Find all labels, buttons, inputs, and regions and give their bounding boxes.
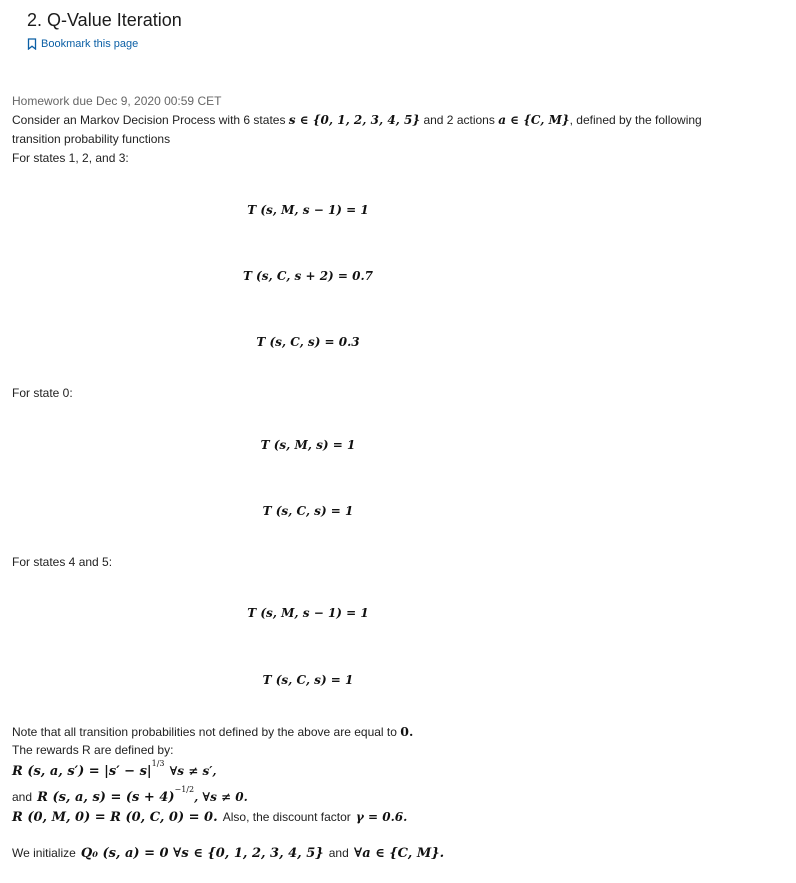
page-title: 2. Q-Value Iteration — [27, 10, 182, 30]
intro-line-1 — [12, 113, 702, 127]
equation-c-123: T (s, C, s) = 0.3 — [256, 335, 360, 349]
equation-c-45: T (s, C, s) = 1 — [262, 673, 354, 687]
reward-line-1 — [12, 760, 217, 779]
note-line — [12, 724, 413, 739]
note-text: Note that all transition probabilities not defined by the above are equal to — [12, 725, 397, 739]
reward-1-math: R (s, a, s′) = |s′ − s| — [12, 764, 152, 779]
bookmark-icon — [27, 38, 37, 50]
reward-1-exponent: 1/3 — [151, 758, 165, 768]
equation-c-0: T (s, C, s) = 1 — [262, 504, 354, 518]
equation-c2-123: T (s, C, s + 2) = 0.7 — [242, 269, 374, 283]
init-and: and — [328, 846, 349, 860]
intro-actions-math: a ∈ {C, M} — [498, 113, 570, 127]
intro-text-b: and 2 actions — [423, 113, 495, 127]
reward-2-exponent: −1/2 — [174, 784, 195, 794]
rewards-label: The rewards R are defined by: — [12, 743, 174, 757]
reward-line-2 — [12, 786, 248, 805]
equation-m-45: T (s, M, s − 1) = 1 — [247, 606, 369, 620]
states-45-label: For states 4 and 5: — [12, 555, 113, 569]
reward-3-math: R (0, M, 0) = R (0, C, 0) = 0. — [12, 810, 218, 825]
equation-m-123: T (s, M, s − 1) = 1 — [247, 203, 369, 217]
state-0-label: For state 0: — [12, 386, 73, 400]
intro-states-math: s ∈ {0, 1, 2, 3, 4, 5} — [288, 113, 421, 127]
discount-text: Also, the discount factor — [222, 810, 351, 824]
equation-m-0: T (s, M, s) = 1 — [260, 438, 356, 452]
init-q-math: Q₀ (s, a) = 0 ∀s ∈ {0, 1, 2, 3, 4, 5} — [80, 846, 324, 861]
states-123-label: For states 1, 2, and 3: — [12, 151, 129, 165]
init-text-a: We initialize — [12, 846, 76, 860]
due-date: Homework due Dec 9, 2020 00:59 CET — [12, 94, 222, 108]
intro-text-a: Consider an Markov Decision Process with 6 states — [12, 113, 286, 127]
init-line — [12, 842, 444, 861]
init-actions-math: ∀a ∈ {C, M}. — [353, 846, 445, 861]
reward-2-tail: , ∀s ≠ 0. — [194, 790, 248, 804]
note-zero-math: 0. — [400, 724, 414, 739]
intro-text-c: , defined by the following — [569, 113, 702, 127]
bookmark-button[interactable] — [27, 38, 138, 50]
reward-2-and: and — [12, 790, 33, 804]
reward-1-tail: ∀s ≠ s′, — [169, 764, 217, 778]
intro-text-d: transition probability functions — [12, 132, 171, 146]
bookmark-label: Bookmark this page — [41, 38, 139, 50]
discount-math: γ = 0.6. — [355, 810, 408, 824]
reward-line-3 — [12, 806, 407, 825]
reward-2-math: R (s, a, s) = (s + 4) — [37, 790, 175, 805]
